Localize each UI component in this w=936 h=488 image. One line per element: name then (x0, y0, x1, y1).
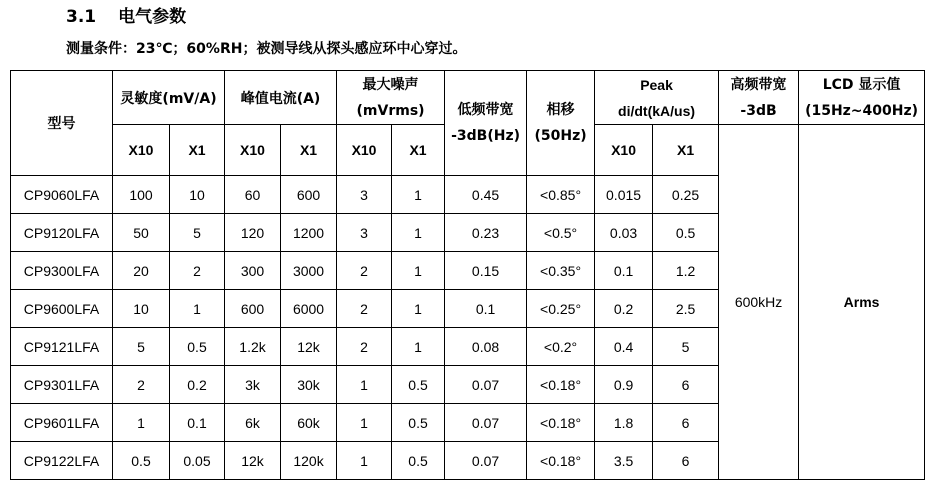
cell-peak-x10: 3k (225, 366, 281, 404)
header-peak-didt-line1: Peak (640, 76, 673, 93)
cell-didt-x10: 0.1 (595, 252, 653, 290)
cell-noise-x1: 1 (392, 176, 445, 214)
header-model: 型号 (11, 71, 113, 176)
cell-didt-x1: 1.2 (653, 252, 719, 290)
lcd-display-value: Arms (799, 125, 925, 480)
cell-lf-bandwidth: 0.07 (445, 366, 527, 404)
header-max-noise-line2: (mVrms) (356, 102, 425, 119)
cell-phase: <0.85° (527, 176, 595, 214)
cell-peak-x1: 60k (281, 404, 337, 442)
cell-lf-bandwidth: 0.1 (445, 290, 527, 328)
cell-phase: <0.5° (527, 214, 595, 252)
header-sensitivity: 灵敏度(mV/A) (113, 71, 225, 125)
cell-noise-x1: 1 (392, 290, 445, 328)
cell-didt-x1: 6 (653, 404, 719, 442)
cell-phase: <0.25° (527, 290, 595, 328)
cell-model: CP9120LFA (11, 214, 113, 252)
cell-noise-x1: 1 (392, 328, 445, 366)
cell-sens-x1: 0.1 (170, 404, 225, 442)
cell-didt-x10: 0.2 (595, 290, 653, 328)
cell-lf-bandwidth: 0.15 (445, 252, 527, 290)
section-number: 3.1 (66, 7, 97, 27)
header-max-noise (337, 71, 445, 125)
cell-peak-x10: 600 (225, 290, 281, 328)
cell-lf-bandwidth: 0.45 (445, 176, 527, 214)
cell-didt-x10: 3.5 (595, 442, 653, 480)
cell-noise-x10: 3 (337, 214, 392, 252)
cell-noise-x10: 3 (337, 176, 392, 214)
cell-model: CP9121LFA (11, 328, 113, 366)
header-phase-line2: (50Hz) (534, 128, 587, 144)
header-row-1 (11, 71, 925, 125)
cell-peak-x10: 1.2k (225, 328, 281, 366)
cell-peak-x1: 1200 (281, 214, 337, 252)
measurement-conditions: 测量条件：23℃；60%RH；被测导线从探头感应环中心穿过。 (66, 41, 467, 57)
header-lf-bandwidth (445, 71, 527, 176)
header-peak-x10: X10 (225, 125, 281, 176)
header-hf-bandwidth-line2: -3dB (740, 102, 777, 119)
cell-phase: <0.35° (527, 252, 595, 290)
cell-lf-bandwidth: 0.07 (445, 442, 527, 480)
cell-peak-x10: 12k (225, 442, 281, 480)
cell-peak-x1: 30k (281, 366, 337, 404)
header-max-noise-line1: 最大噪声 (362, 76, 419, 93)
cell-sens-x10: 100 (113, 176, 170, 214)
cell-peak-x1: 6000 (281, 290, 337, 328)
cell-noise-x1: 0.5 (392, 404, 445, 442)
cell-peak-x10: 300 (225, 252, 281, 290)
cell-peak-x1: 3000 (281, 252, 337, 290)
cell-sens-x1: 0.5 (170, 328, 225, 366)
header-lf-bandwidth-line1: 低频带宽 (457, 102, 514, 118)
cell-peak-x10: 6k (225, 404, 281, 442)
cell-sens-x10: 2 (113, 366, 170, 404)
cell-sens-x1: 0.05 (170, 442, 225, 480)
cell-sens-x10: 50 (113, 214, 170, 252)
cell-lf-bandwidth: 0.07 (445, 404, 527, 442)
cell-noise-x10: 1 (337, 442, 392, 480)
cell-model: CP9300LFA (11, 252, 113, 290)
cell-lf-bandwidth: 0.08 (445, 328, 527, 366)
cell-didt-x10: 0.9 (595, 366, 653, 404)
header-lf-bandwidth-line2: -3dB(Hz) (451, 128, 520, 144)
cell-noise-x10: 2 (337, 290, 392, 328)
cell-phase: <0.18° (527, 404, 595, 442)
cell-sens-x10: 0.5 (113, 442, 170, 480)
cell-sens-x1: 2 (170, 252, 225, 290)
header-peak-didt-line2: di/dt(kA/us) (618, 102, 696, 119)
header-peak-x1: X1 (281, 125, 337, 176)
cell-noise-x10: 2 (337, 252, 392, 290)
header-lcd-line2: (15Hz~400Hz) (805, 102, 919, 119)
cell-model: CP9060LFA (11, 176, 113, 214)
cell-peak-x1: 120k (281, 442, 337, 480)
cell-model: CP9122LFA (11, 442, 113, 480)
cell-sens-x10: 20 (113, 252, 170, 290)
cell-peak-x1: 600 (281, 176, 337, 214)
cell-sens-x1: 1 (170, 290, 225, 328)
section-title: 电气参数 (118, 7, 187, 27)
header-lcd-line1: LCD 显示值 (822, 76, 901, 93)
section-heading (66, 2, 186, 27)
cell-phase: <0.18° (527, 442, 595, 480)
cell-didt-x1: 6 (653, 366, 719, 404)
cell-model: CP9301LFA (11, 366, 113, 404)
cell-noise-x1: 1 (392, 252, 445, 290)
cell-model: CP9600LFA (11, 290, 113, 328)
header-peak-current: 峰值电流(A) (225, 71, 337, 125)
header-lcd-display (799, 71, 925, 125)
cell-phase: <0.18° (527, 366, 595, 404)
cell-sens-x1: 0.2 (170, 366, 225, 404)
cell-didt-x10: 0.4 (595, 328, 653, 366)
cell-noise-x10: 1 (337, 404, 392, 442)
cell-noise-x1: 1 (392, 214, 445, 252)
cell-didt-x10: 1.8 (595, 404, 653, 442)
cell-peak-x1: 12k (281, 328, 337, 366)
cell-sens-x1: 5 (170, 214, 225, 252)
header-hf-bandwidth-line1: 高频带宽 (730, 76, 787, 93)
header-noise-x1: X1 (392, 125, 445, 176)
cell-model: CP9601LFA (11, 404, 113, 442)
cell-didt-x1: 2.5 (653, 290, 719, 328)
cell-didt-x1: 0.5 (653, 214, 719, 252)
electrical-parameters-table (10, 70, 925, 480)
header-noise-x10: X10 (337, 125, 392, 176)
cell-noise-x10: 2 (337, 328, 392, 366)
cell-didt-x1: 0.25 (653, 176, 719, 214)
header-sens-x10: X10 (113, 125, 170, 176)
cell-sens-x10: 5 (113, 328, 170, 366)
header-peak-didt (595, 71, 719, 125)
cell-phase: <0.2° (527, 328, 595, 366)
cell-didt-x1: 6 (653, 442, 719, 480)
header-didt-x10: X10 (595, 125, 653, 176)
cell-lf-bandwidth: 0.23 (445, 214, 527, 252)
header-hf-bandwidth (719, 71, 799, 125)
cell-didt-x10: 0.015 (595, 176, 653, 214)
cell-noise-x1: 0.5 (392, 366, 445, 404)
cell-sens-x1: 10 (170, 176, 225, 214)
header-didt-x1: X1 (653, 125, 719, 176)
cell-didt-x1: 5 (653, 328, 719, 366)
cell-noise-x10: 1 (337, 366, 392, 404)
cell-didt-x10: 0.03 (595, 214, 653, 252)
cell-noise-x1: 0.5 (392, 442, 445, 480)
hf-bandwidth-value: 600kHz (719, 125, 799, 480)
header-phase (527, 71, 595, 176)
header-phase-line1: 相移 (546, 102, 575, 118)
cell-peak-x10: 60 (225, 176, 281, 214)
header-sens-x1: X1 (170, 125, 225, 176)
cell-peak-x10: 120 (225, 214, 281, 252)
cell-sens-x10: 1 (113, 404, 170, 442)
cell-sens-x10: 10 (113, 290, 170, 328)
